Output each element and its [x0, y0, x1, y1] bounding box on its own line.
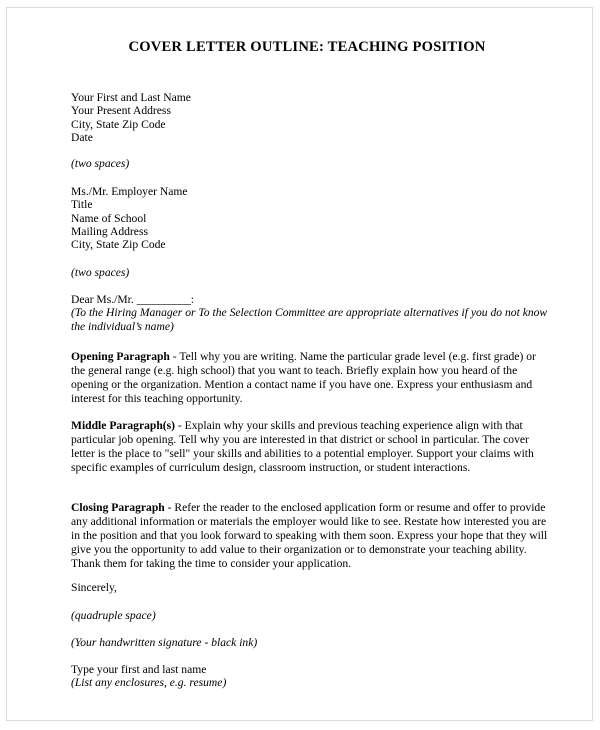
- sincerely-text: Sincerely,: [71, 581, 117, 594]
- document-body: [66, 8, 548, 720]
- spacer-note-one-text: (two spaces): [71, 157, 130, 170]
- signature-note: [71, 636, 548, 649]
- paragraph-middle-heading: Middle Paragraph(s): [71, 419, 176, 432]
- salutation-block: [71, 293, 548, 306]
- sender-address-block: [71, 91, 548, 144]
- paragraph-middle: [71, 419, 548, 475]
- sender-name: Your First and Last Name: [71, 91, 191, 104]
- enclosures-note: (List any enclosures, e.g. resume): [71, 676, 227, 690]
- spacer-note-two: [71, 266, 548, 279]
- recipient-city-state-zip: City, State Zip Code: [71, 238, 166, 252]
- paragraph-closing-heading: Closing Paragraph: [71, 501, 165, 514]
- quadruple-space-text: (quadruple space): [71, 609, 156, 622]
- salutation-blank: __________: [136, 293, 191, 306]
- document-page: [6, 7, 593, 721]
- recipient-mailing-address: Mailing Address: [71, 224, 148, 238]
- spacer-note-two-text: (two spaces): [71, 266, 130, 279]
- paragraph-closing-body: - Refer the reader to the enclosed application form or resume and offer to provide any additional information or materials the employer would like to see. Restate how interested you are in the position and that you look forward to speaking with them soon. Express your hope that they will give you the opportunity to add value to their organization or to demonstrate your teaching ability. Thank them for taking the time to consider your application.: [71, 501, 548, 571]
- signature-note-text: (Your handwritten signature - black ink): [71, 636, 258, 649]
- paragraph-middle-body: - Explain why your skills and previous teaching experience align with that particular job opening. Tell why you are interested in that district or school in particular. The cover letter is the place to "sell" your skills and abilities to a potential employer. Support your claims with specific examples of curriculum design, classroom instruction, or student interactions.: [71, 419, 534, 475]
- paragraph-closing: [71, 501, 548, 571]
- quadruple-space-note: [71, 609, 548, 622]
- salutation-prefix: Dear Ms./Mr.: [71, 293, 137, 306]
- paragraph-opening-heading: Opening Paragraph: [71, 350, 170, 363]
- recipient-school: Name of School: [71, 211, 147, 225]
- salutation-suffix: :: [190, 293, 194, 306]
- page-title: COVER LETTER OUTLINE: TEACHING POSITION: [128, 39, 486, 55]
- typed-name-block: [71, 663, 548, 690]
- typed-name: Type your first and last name: [71, 663, 207, 676]
- recipient-title: Title: [71, 198, 93, 212]
- spacer-note-one: [71, 157, 548, 170]
- sincerely-line: [71, 581, 548, 594]
- salutation-line: [71, 293, 548, 306]
- paragraph-opening-body: - Tell why you are writing. Name the particular grade level (e.g. first grade) or the general range (e.g. high school) that you want to teach. Briefly explain how you heard of the opening or the organization. Mention a contact name if you have one. Express your enthusiasm and interest for this teaching opportunity.: [71, 350, 536, 406]
- sender-street: Your Present Address: [71, 104, 171, 118]
- paragraph-opening: [71, 350, 548, 406]
- sender-date: Date: [71, 130, 93, 144]
- recipient-address-block: [71, 185, 548, 251]
- sender-city-state-zip: City, State Zip Code: [71, 117, 166, 131]
- salutation-note: (To the Hiring Manager or To the Selection Committee are appropriate alternatives if you do not know the individual’s name): [71, 306, 548, 334]
- recipient-name: Ms./Mr. Employer Name: [71, 185, 188, 198]
